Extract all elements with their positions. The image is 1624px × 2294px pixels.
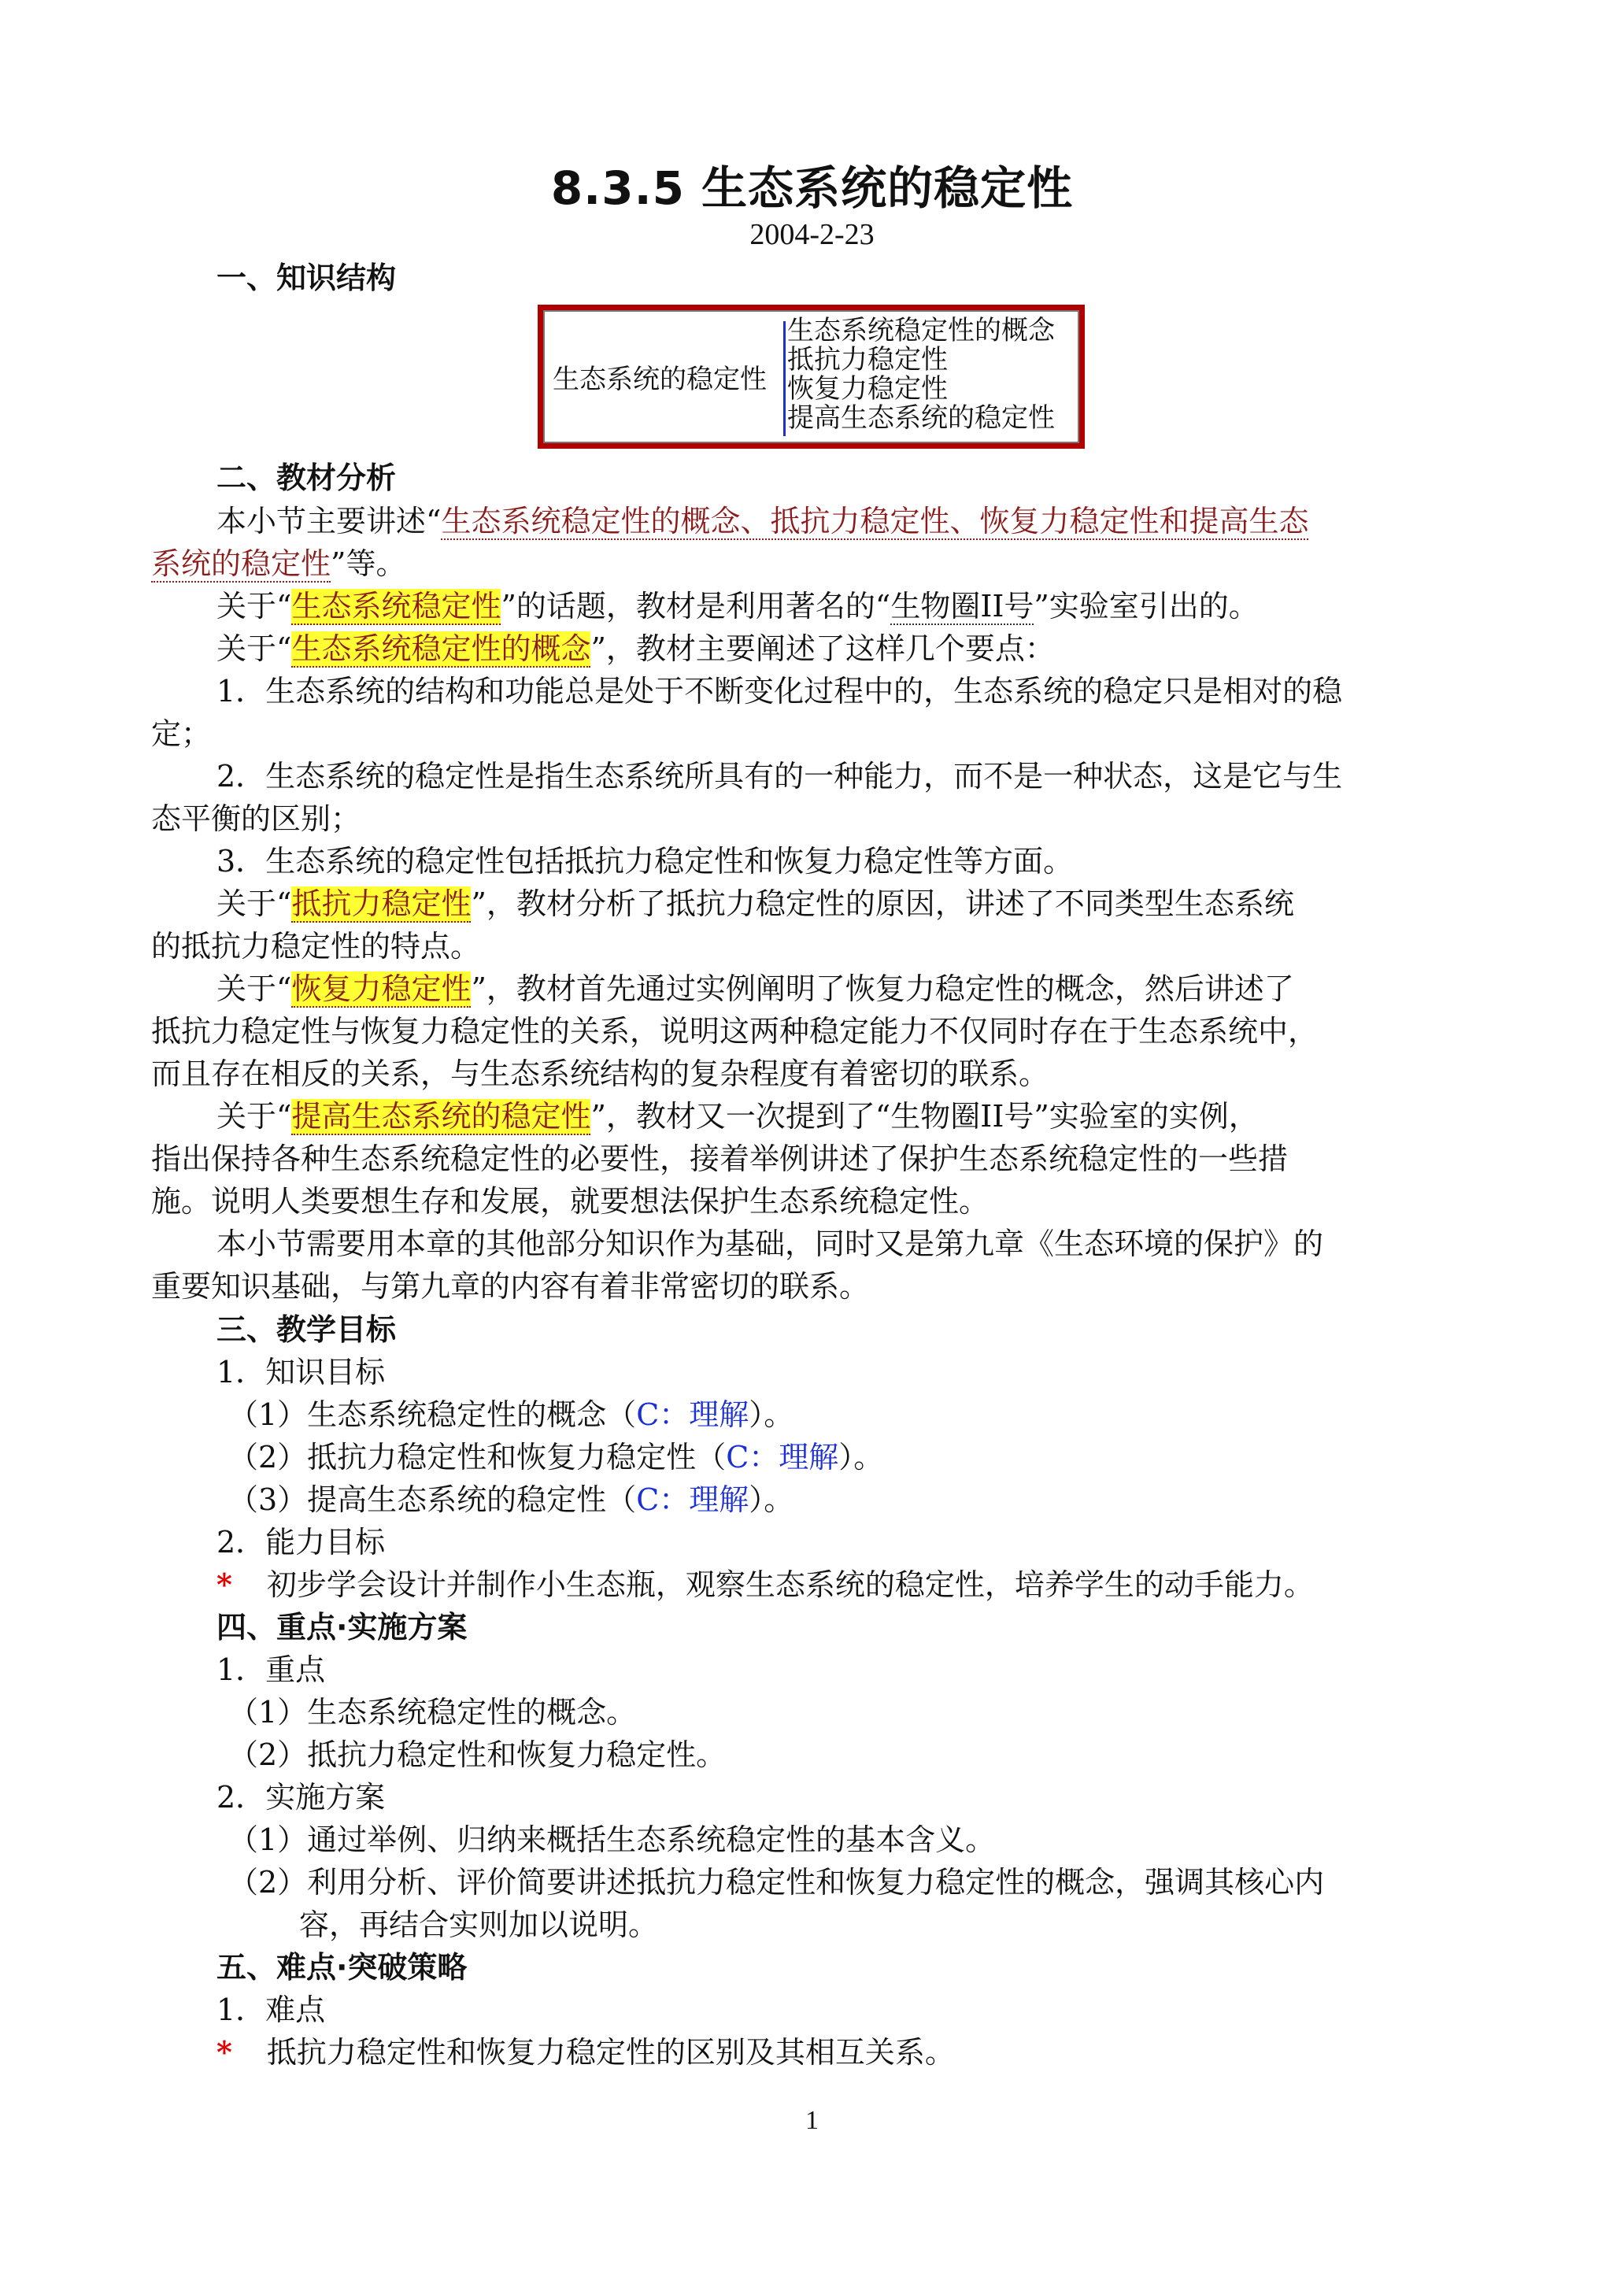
text-run: 关于“ [216, 886, 292, 921]
page-title: 8.3.5 生态系统的稳定性 [550, 161, 1074, 215]
text-run: ”实验室引出的。 [1034, 589, 1259, 623]
analysis-paragraph-6-cont: 指出保持各种生态系统稳定性的必要性，接着举例讲述了保护生态系统稳定性的一些措 [151, 1141, 1289, 1176]
text-run: 关于“ [216, 589, 292, 623]
text-run: ”，教材分析了抵抗力稳定性的原因，讲述了不同类型生态系统 [471, 886, 1294, 921]
asterisk-icon: * [216, 1567, 232, 1602]
goal-ability: 2．能力目标 [216, 1525, 386, 1560]
analysis-paragraph-2 [216, 585, 1259, 627]
text-run: 关于“ [216, 631, 292, 666]
knowledge-structure-box [538, 305, 1085, 449]
analysis-paragraph-6-cont: 施。说明人类要想生存和发展，就要想法保护生态系统稳定性。 [151, 1184, 990, 1219]
highlight-link[interactable]: 生态系统稳定性 [291, 589, 501, 623]
plan-heading: 2．实施方案 [216, 1780, 386, 1815]
goal-item [228, 1393, 794, 1436]
text-run: ”，教材主要阐述了这样几个要点： [590, 631, 1055, 666]
analysis-paragraph-3 [216, 627, 1055, 670]
goal-item [228, 1478, 794, 1521]
text-run: （1）生态系统稳定性的概念（ [228, 1397, 637, 1432]
structure-item: 生态系统稳定性的概念 [787, 315, 1055, 346]
point-1-cont: 定； [151, 716, 212, 751]
structure-items [787, 316, 1055, 433]
analysis-paragraph-4 [216, 882, 1294, 925]
document-date: 2004-2-23 [749, 218, 875, 251]
topic-link[interactable]: 系统的稳定性 [151, 546, 331, 581]
goal-ability-item [216, 1563, 1314, 1606]
asterisk-icon: * [216, 2034, 232, 2070]
text-run: ”，教材又一次提到了“生物圈II号”实验室的实例， [590, 1099, 1259, 1134]
text-run: ”的话题，教材是利用著名的“ [501, 589, 891, 623]
analysis-paragraph-6 [216, 1095, 1259, 1138]
analysis-paragraph-7-cont: 重要知识基础，与第九章的内容有着非常密切的联系。 [151, 1269, 870, 1304]
page-number: 1 [805, 2106, 819, 2135]
difficulty-item [216, 2031, 955, 2074]
text-run: ”，教材首先通过实例阐明了恢复力稳定性的概念，然后讲述了 [471, 971, 1294, 1006]
highlight-link[interactable]: 恢复力稳定性 [291, 971, 472, 1006]
key-point-heading: 1．重点 [216, 1652, 326, 1687]
highlight-link[interactable]: 提高生态系统的稳定性 [291, 1099, 591, 1134]
level-tag: C：理解 [636, 1397, 749, 1432]
key-point-item: （1）生态系统稳定性的概念。 [228, 1695, 637, 1730]
point-1: 1．生态系统的结构和功能总是处于不断变化过程中的，生态系统的稳定只是相对的稳 [216, 674, 1343, 709]
text-run: 关于“ [216, 971, 292, 1006]
section-heading-1: 一、知识结构 [216, 261, 397, 295]
plan-item: （1）通过举例、归纳来概括生态系统稳定性的基本含义。 [228, 1822, 996, 1857]
goal-knowledge: 1．知识目标 [216, 1355, 386, 1389]
analysis-paragraph-1-cont [151, 542, 405, 585]
key-point-item: （2）抵抗力稳定性和恢复力稳定性。 [228, 1737, 727, 1772]
text-run: 初步学会设计并制作小生态瓶，观察生态系统的稳定性，培养学生的动手能力。 [266, 1567, 1314, 1602]
goal-item [228, 1436, 883, 1478]
analysis-paragraph-5-cont: 抵抗力稳定性与恢复力稳定性的关系，说明这两种稳定能力不仅同时存在于生态系统中， [151, 1014, 1319, 1049]
analysis-paragraph-5 [216, 968, 1294, 1010]
point-2-cont: 态平衡的区别； [151, 801, 361, 836]
point-2: 2．生态系统的稳定性是指生态系统所具有的一种能力，而不是一种状态，这是它与生 [216, 759, 1343, 794]
plan-item: （2）利用分析、评价简要讲述抵抗力稳定性和恢复力稳定性的概念，强调其核心内 [228, 1865, 1325, 1900]
analysis-paragraph-4-cont: 的抵抗力稳定性的特点。 [151, 929, 481, 964]
structure-item: 恢复力稳定性 [787, 373, 948, 405]
analysis-paragraph-7: 本小节需要用本章的其他部分知识作为基础，同时又是第九章《生态环境的保护》的 [216, 1227, 1324, 1261]
topic-link[interactable]: 生态系统稳定性的概念、抵抗力稳定性、恢复力稳定性和提高生态 [441, 504, 1309, 538]
point-3: 3．生态系统的稳定性包括抵抗力稳定性和恢复力稳定性等方面。 [216, 844, 1074, 879]
text-run: 抵抗力稳定性和恢复力稳定性的区别及其相互关系。 [266, 2035, 955, 2070]
text-run: 关于“ [216, 1099, 292, 1134]
text-run: ）。 [838, 1440, 884, 1474]
structure-item: 提高生态系统的稳定性 [787, 402, 1055, 434]
section-heading-5: 五、难点·突破策略 [216, 1950, 468, 1985]
difficulty-heading: 1．难点 [216, 1992, 326, 2027]
section-heading-4: 四、重点·实施方案 [216, 1610, 468, 1645]
structure-root: 生态系统的稳定性 [553, 364, 767, 395]
text-run: ）。 [749, 1482, 794, 1517]
text-run: （3）提高生态系统的稳定性（ [228, 1482, 637, 1517]
section-heading-3: 三、教学目标 [216, 1312, 397, 1347]
structure-item: 抵抗力稳定性 [787, 344, 948, 376]
level-tag: C：理解 [636, 1482, 749, 1517]
level-tag: C：理解 [726, 1440, 839, 1474]
text-run: ”等。 [331, 546, 406, 581]
analysis-paragraph-5-cont: 而且存在相反的关系，与生态系统结构的复杂程度有着密切的联系。 [151, 1056, 1049, 1091]
highlight-link[interactable]: 生态系统稳定性的概念 [291, 631, 591, 666]
text-run: （2）抵抗力稳定性和恢复力稳定性（ [228, 1440, 727, 1474]
section-heading-2: 二、教材分析 [216, 461, 397, 495]
analysis-paragraph-1 [216, 500, 1308, 542]
dotted-term[interactable]: 生物圈II号 [890, 589, 1034, 623]
text-run: ）。 [749, 1397, 794, 1432]
highlight-link[interactable]: 抵抗力稳定性 [291, 886, 472, 921]
text-run: 本小节主要讲述“ [216, 504, 442, 538]
plan-item-cont: 容，再结合实则加以说明。 [299, 1907, 659, 1942]
